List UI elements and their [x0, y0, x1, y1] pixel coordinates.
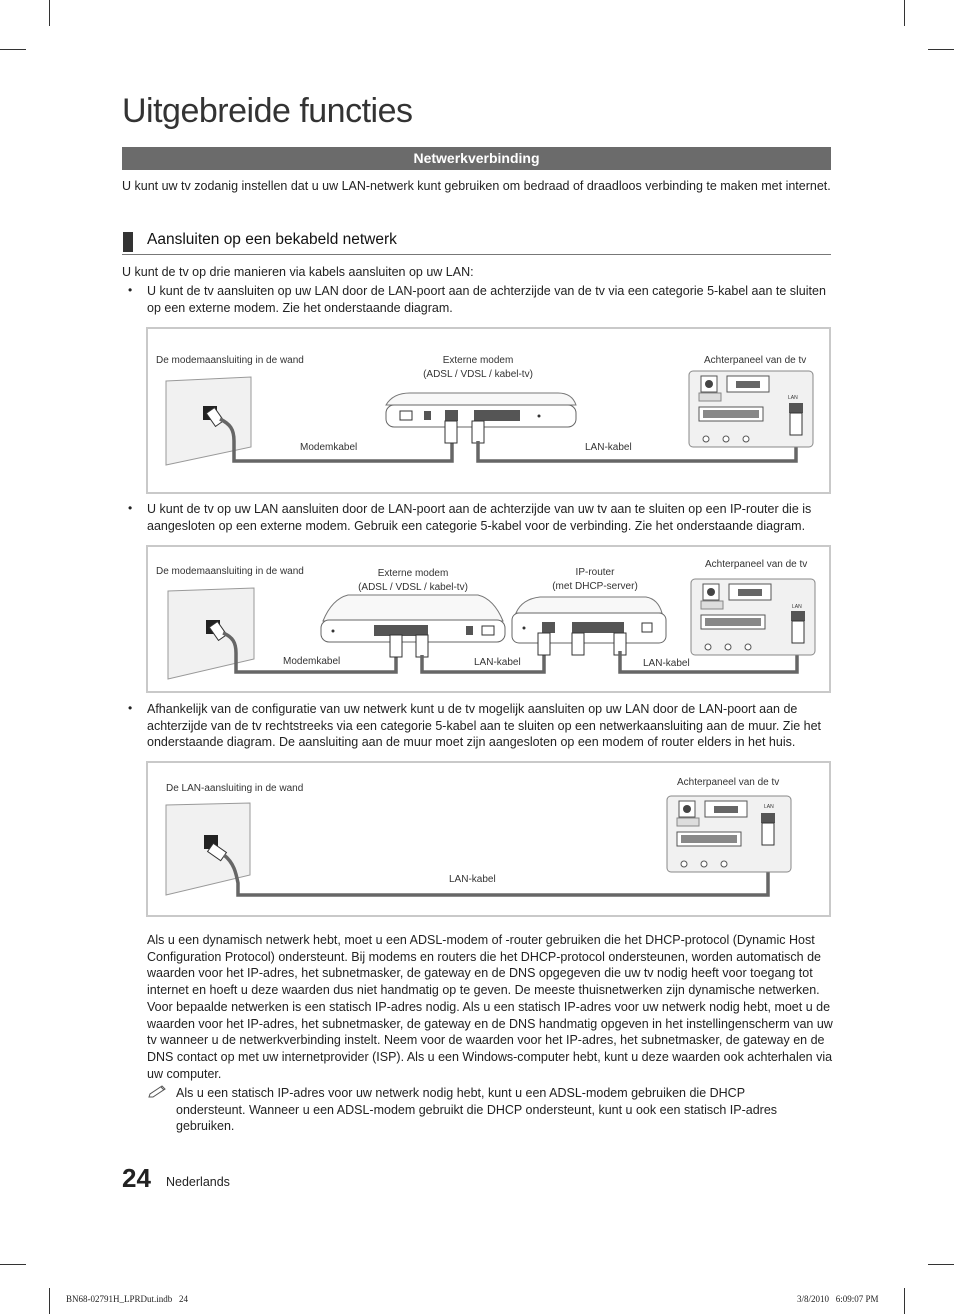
modem-cable-label: Modemkabel	[300, 442, 358, 453]
router-label-line1: IP-router	[575, 567, 615, 578]
lan-port-label: LAN	[788, 395, 798, 401]
diagram-router	[146, 545, 831, 693]
wall-label: De modemaansluiting in de wand	[156, 355, 304, 366]
modem-label-line1: Externe modem	[442, 355, 514, 366]
subheading-marker	[123, 232, 133, 252]
tv-label: Achterpaneel van de tv	[677, 777, 780, 788]
page-number: 24	[122, 1163, 151, 1193]
section-title: Netwerkverbinding	[122, 147, 831, 170]
lan-cable-label: LAN-kabel	[449, 874, 496, 885]
bullet-dot: •	[128, 501, 133, 515]
diagram-wall-lan	[146, 761, 831, 917]
modem-label-line1: Externe modem	[377, 568, 449, 579]
modem-label-line2: (ADSL / VDSL / kabel-tv)	[423, 369, 533, 380]
wall-label: De modemaansluiting in de wand	[156, 566, 304, 577]
lan-port-label: LAN	[764, 804, 774, 810]
modem-label-line2: (ADSL / VDSL / kabel-tv)	[358, 582, 468, 593]
crop-mark	[928, 49, 954, 50]
modem-cable-label: Modemkabel	[283, 656, 341, 667]
subheading	[122, 230, 831, 255]
note-text: Als u een statisch IP-adres voor uw netwerk nodig hebt, kunt u een ADSL-modem gebruiken die DHCP ondersteunt. Wanneer u een ADSL-modem gebruikt die DHCP ondersteunt, kunt u ook een statisch IP-adres gebruiken.	[176, 1086, 778, 1134]
subheading-text: Aansluiten op een bekabeld netwerk	[147, 231, 397, 248]
lan-cable-label-2: LAN-kabel	[643, 658, 690, 669]
tv-label: Achterpaneel van de tv	[704, 355, 807, 366]
diagram-modem	[146, 327, 831, 494]
bullet-dot: •	[128, 701, 133, 715]
crop-mark	[928, 1264, 954, 1265]
crop-mark	[0, 1264, 26, 1265]
tv-label: Achterpaneel van de tv	[705, 559, 808, 570]
bullet-text: U kunt de tv aansluiten op uw LAN door de LAN-poort aan de achterzijde van de tv via een categorie 5-kabel aan te sluiten op een externe modem. Zie het onderstaande diagram.	[147, 284, 826, 315]
dynamic-network-paragraph: Als u een dynamisch netwerk hebt, moet u een ADSL-modem of -router gebruiken die het DHCP-protocol (Dynamic Host Configuration Protocol) ondersteunt. Bij modems en routers die het DHCP-protocol ondersteunen, worden automatisch de waarden voor het IP-adres, het subnetmasker, de gateway en de DNS opgegeven die uw tv nodig heeft voor toegang tot internet en hoeft u deze waarden dus niet handmatig op te geven. De meeste thuisnetwerken zijn dynamische netwerken. Voor bepaalde netwerken is een statisch IP-adres nodig. Als u een statisch IP-adres voor uw netwerk nodig hebt, moet u de waarden voor het IP-adres, het subnetmasker, de gateway en de DNS handmatig opgeven in het instellingenscherm van uw tv wanneer u de netwerkverbinding instelt. Neem voor de waarden voor het IP-adres, het subnetmasker, de gateway en de DNS contact op met uw internetprovider (ISP). Als u een Windows-computer hebt, kunt u deze waarden ook achterhalen via uw computer.	[147, 933, 833, 1081]
pencil-icon	[147, 1084, 169, 1100]
router-label-line2: (met DHCP-server)	[552, 581, 638, 592]
lan-port-label: LAN	[792, 604, 802, 610]
language-label: Nederlands	[166, 1175, 230, 1189]
lead-paragraph: U kunt de tv op drie manieren via kabels aansluiten op uw LAN:	[122, 265, 474, 279]
crop-mark	[49, 0, 50, 26]
footer-file-info: BN68-02791H_LPRDut.indb 24	[66, 1294, 189, 1304]
wall-label: De LAN-aansluiting in de wand	[166, 783, 304, 794]
lan-cable-label: LAN-kabel	[585, 442, 632, 453]
crop-mark	[904, 0, 905, 26]
crop-mark	[49, 1288, 50, 1314]
footer-timestamp: 3/8/2010 6:09:07 PM	[797, 1294, 879, 1304]
crop-mark	[0, 49, 26, 50]
bullet-dot: •	[128, 283, 133, 297]
bullet-text: Afhankelijk van de configuratie van uw netwerk kunt u de tv mogelijk aansluiten op uw LAN door de LAN-poort aan de achterzijde van de tv rechtstreeks via een categorie 5-kabel aan te sluiten op een netwerkaansluiting aan de muur. Zie het onderstaande diagram. De aansluiting aan de muur moet zijn aangesloten op een modem of router elders in het huis.	[147, 702, 822, 750]
crop-mark	[904, 1288, 905, 1314]
intro-paragraph: U kunt uw tv zodanig instellen dat u uw LAN-netwerk kunt gebruiken om bedraad of draadloos verbinding te maken met internet.	[122, 179, 831, 193]
page-title: Uitgebreide functies	[122, 92, 413, 130]
bullet-text: U kunt de tv op uw LAN aansluiten door de LAN-poort aan de achterzijde van uw tv aan te sluiten op een IP-router die is aangesloten op een externe modem. Gebruik een categorie 5-kabel voor de verbinding. Zie het onderstaande diagram.	[147, 502, 812, 533]
lan-cable-label-1: LAN-kabel	[474, 657, 521, 668]
